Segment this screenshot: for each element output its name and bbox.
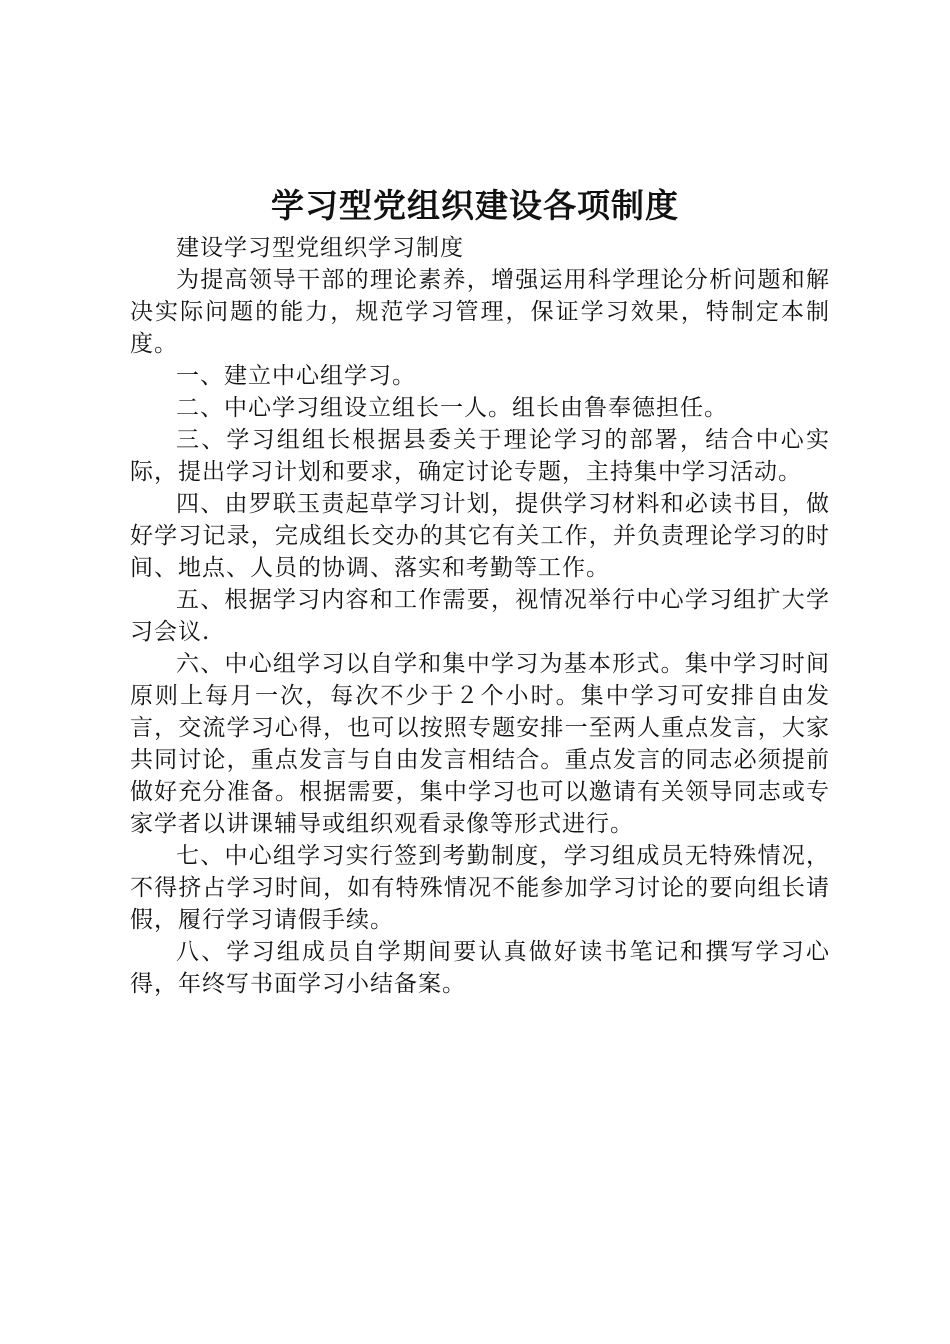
paragraph-item-8: 八、学习组成员自学期间要认真做好读书笔记和撰写学习心得，年终写书面学习小结备案。 — [130, 939, 830, 997]
section-heading: 建设学习型党组织学习制度 — [176, 235, 464, 261]
document-body — [130, 232, 830, 1000]
paragraph-item-7: 七、中心组学习实行签到考勤制度，学习组成员无特殊情况，不得挤占学习时间，如有特殊情况不能参加学习讨论的要向组长请假，履行学习请假手续。 — [130, 843, 830, 933]
paragraph-item-4: 四、由罗联玉责起草学习计划，提供学习材料和必读书目，做好学习记录，完成组长交办的其它有关工作，并负责理论学习的时间、地点、人员的协调、落实和考勤等工作。 — [130, 491, 830, 581]
document-title: 学习型党组织建设各项制度 — [271, 186, 679, 225]
paragraph-item-6: 六、中心组学习以自学和集中学习为基本形式。集中学习时间原则上每月一次，每次不少于２个小时。集中学习可安排自由发言，交流学习心得，也可以按照专题安排一至两人重点发言，大家共同讨论，重点发言与自由发言相结合。重点发言的同志必须提前做好充分准备。根据需要，集中学习也可以邀请有关领导同志或专家学者以讲课辅导或组织观看录像等形式进行。 — [130, 651, 830, 837]
paragraph-item-3: 三、学习组组长根据县委关于理论学习的部署，结合中心实际，提出学习计划和要求，确定讨论专题，主持集中学习活动。 — [130, 427, 830, 485]
paragraph-item-2: 二、中心学习组设立组长一人。组长由鲁奉德担任。 — [176, 395, 728, 421]
paragraph-item-1: 一、建立中心组学习。 — [176, 363, 416, 389]
paragraph-intro: 为提高领导干部的理论素养，增强运用科学理论分析问题和解决实际问题的能力，规范学习管理，保证学习效果，特制定本制度。 — [130, 267, 830, 357]
paragraph-item-5: 五、根据学习内容和工作需要，视情况举行中心学习组扩大学习会议. — [130, 587, 830, 645]
